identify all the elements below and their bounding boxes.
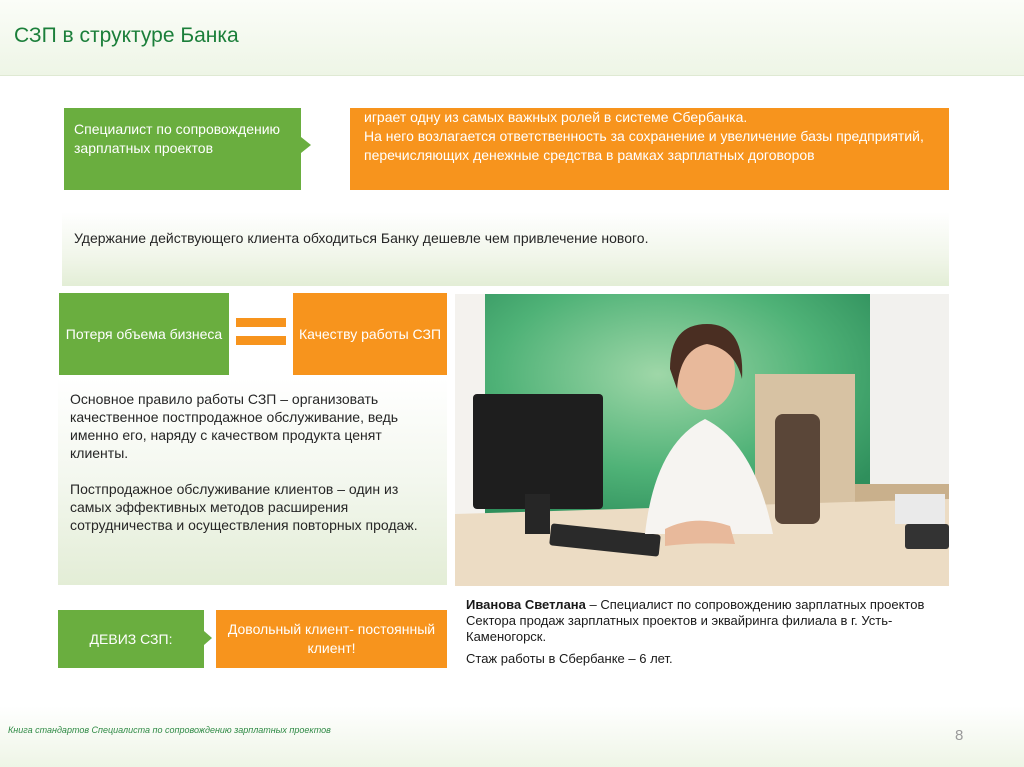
employee-name: Иванова Светлана xyxy=(466,597,586,612)
role-box xyxy=(350,108,949,190)
role-line-2: На него возлагается ответственность за сохранение и увеличение базы предприятий, перечисляющих денежные средства в рамках зарплатных договоров xyxy=(364,128,924,163)
specialist-box: Специалист по сопровождению зарплатных проектов xyxy=(64,108,301,190)
slide-header xyxy=(0,0,1024,76)
rules-panel xyxy=(58,378,447,585)
employee-photo xyxy=(455,294,949,586)
business-loss-box: Потеря объема бизнеса xyxy=(59,293,229,375)
photo-caption xyxy=(466,597,946,667)
arrow-right-icon xyxy=(204,631,212,645)
motto-text-box: Довольный клиент- постоянный клиент! xyxy=(216,610,447,668)
employee-experience: Стаж работы в Сбербанке – 6 лет. xyxy=(466,651,673,666)
arrow-right-icon xyxy=(301,137,311,153)
rules-paragraph-1: Основное правило работы СЗП – организовать качественное постпродажное обслуживание, ведь именно его, наряду с качеством продукта ценят клиенты. xyxy=(70,391,399,461)
slide-title: СЗП в структуре Банка xyxy=(14,24,239,47)
page-number: 8 xyxy=(955,727,964,744)
role-line-1: играет одну из самых важных ролей в системе Сбербанка. xyxy=(364,109,748,125)
equals-icon xyxy=(236,318,286,345)
quality-box: Качеству работы СЗП xyxy=(293,293,447,375)
motto-label-box: ДЕВИЗ СЗП: xyxy=(58,610,204,668)
rules-paragraph-2: Постпродажное обслуживание клиентов – один из самых эффективных методов расширения сотрудничества и осуществления повторных продаж. xyxy=(70,481,418,533)
book-title: Книга стандартов Специалиста по сопровождению зарплатных проектов xyxy=(8,725,331,735)
slide-footer xyxy=(0,706,1024,767)
retention-panel: Удержание действующего клиента обходиться Банку дешевле чем привлечение нового. xyxy=(62,212,949,286)
employee-role: – Специалист по сопровождению зарплатных проектов Сектора продаж зарплатных проектов и эквайринга филиала в г. Усть-Каменогорск. xyxy=(466,597,925,644)
